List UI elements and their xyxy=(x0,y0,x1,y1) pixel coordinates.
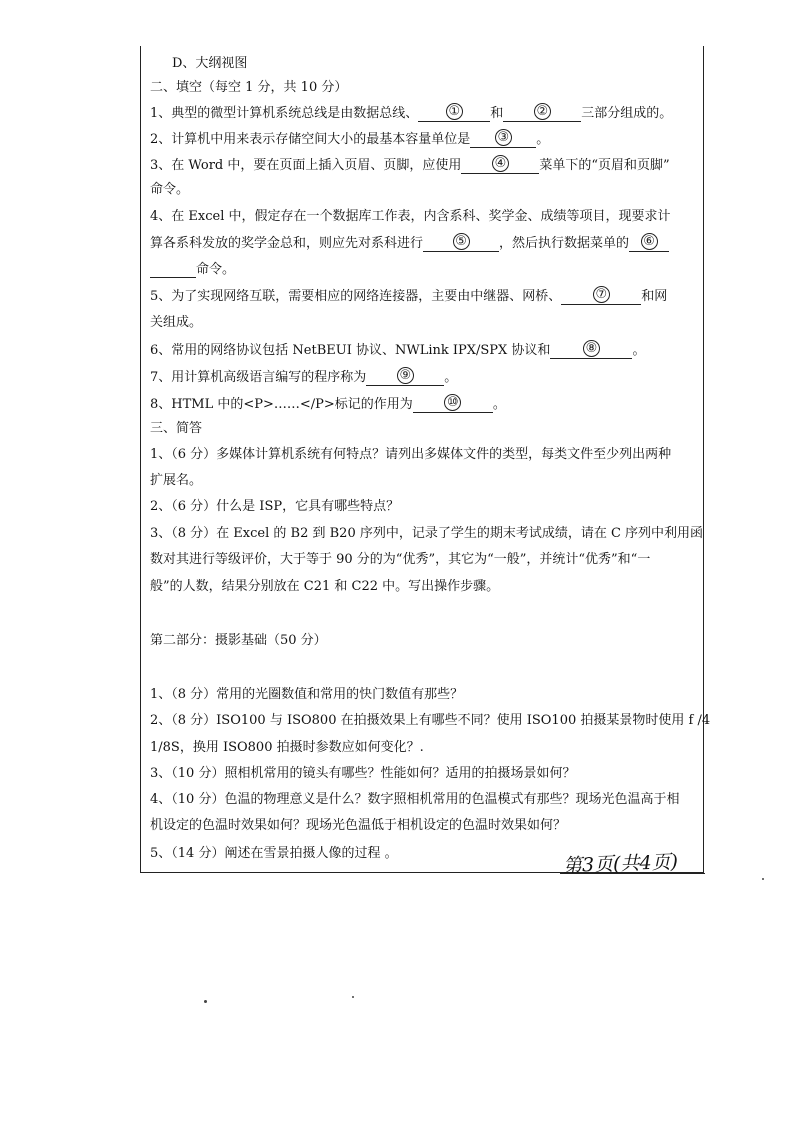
fill-q3-post: 菜单下的“页眉和页脚” xyxy=(539,158,670,173)
photo-q2-line2: 1/8S，换用 ISO800 拍摄时参数应如何变化？. xyxy=(150,740,424,755)
fill-q2-post: 。 xyxy=(536,132,550,147)
short-q3-line2: 数对其进行等级评价，大于等于 90 分的为“优秀”，其它为“一般”，并统计“优秀”和“一 xyxy=(150,552,651,567)
short-q1-line1: 1、（6 分）多媒体计算机系统有何特点？请列出多媒体文件的类型，每类文件至少列出两种 xyxy=(150,447,672,462)
fill-blank-5 xyxy=(423,235,499,252)
photo-q3: 3、（10 分）照相机常用的镜头有哪些？性能如何？适用的拍摄场景如何？ xyxy=(150,766,576,781)
scan-speck xyxy=(204,1000,207,1003)
fill-blank-8 xyxy=(550,342,632,359)
fill-q7-text: 7、用计算机高级语言编写的程序称为 xyxy=(150,370,367,385)
photo-q5: 5、（14 分）阐述在雪景拍摄人像的过程 。 xyxy=(150,846,398,861)
section3-heading: 三、简答 xyxy=(150,421,203,436)
answer-mark-3: ③ xyxy=(495,129,512,146)
answer-mark-2: ② xyxy=(534,103,551,120)
fill-blank-6-cont xyxy=(150,261,196,278)
fill-q1 xyxy=(150,105,695,122)
fill-blank-4 xyxy=(461,157,539,174)
answer-mark-6: ⑥ xyxy=(641,233,658,250)
fill-blank-1 xyxy=(418,105,490,122)
fill-q7-post: 。 xyxy=(444,370,458,385)
section2-heading: 二、填空（每空 1 分，共 10 分） xyxy=(150,80,348,95)
fill-q6-text: 6、常用的网络协议包括 NetBEUI 协议、NWLink IPX/SPX 协议和 xyxy=(150,343,551,358)
fill-blank-10 xyxy=(413,396,493,413)
fill-q3-text: 3、在 Word 中，要在页面上插入页眉、页脚，应使用 xyxy=(150,158,462,173)
fill-q1-post: 三部分组成的。 xyxy=(581,106,673,121)
part2-heading: 第二部分：摄影基础（50 分） xyxy=(150,633,327,648)
fill-q4-line3 xyxy=(150,261,695,278)
answer-mark-9: ⑨ xyxy=(397,367,414,384)
short-q1-line2: 扩展名。 xyxy=(150,473,203,488)
photo-q1: 1、（8 分）常用的光圈数值和常用的快门数值有那些？ xyxy=(150,687,464,702)
fill-q5-post: 和网 xyxy=(641,289,668,304)
answer-mark-10: ⑩ xyxy=(444,394,461,411)
fill-q8-post: 。 xyxy=(492,397,506,412)
fill-q4-line2 xyxy=(150,235,695,252)
scan-speck xyxy=(352,996,354,998)
fill-q3-line2: 命令。 xyxy=(150,182,190,197)
fill-q4-mid: ，然后执行数据菜单的 xyxy=(499,236,630,251)
fill-q5-line2: 关组成。 xyxy=(150,315,203,330)
fill-q1-text: 1、典型的微型计算机系统总线是由数据总线、 xyxy=(150,106,419,121)
fill-q6-post: 。 xyxy=(632,343,646,358)
fill-q2 xyxy=(150,131,695,148)
fill-q5 xyxy=(150,288,695,305)
fill-q3 xyxy=(150,157,695,174)
fill-blank-7 xyxy=(561,288,641,305)
fill-q4-post: 命令。 xyxy=(196,262,236,277)
fill-q8 xyxy=(150,396,695,413)
answer-mark-5: ⑤ xyxy=(453,233,470,250)
fill-q2-text: 2、计算机中用来表示存储空间大小的最基本容量单位是 xyxy=(150,132,471,147)
fill-blank-6 xyxy=(629,235,669,252)
fill-q4-text: 算各系科发放的奖学金总和，则应先对系科进行 xyxy=(150,236,424,251)
fill-q8-text: 8、HTML 中的<P>……</P>标记的作用为 xyxy=(150,397,413,412)
fill-blank-3 xyxy=(470,131,536,148)
fill-blank-9 xyxy=(366,369,444,386)
fill-q6 xyxy=(150,342,695,359)
scan-speck xyxy=(762,878,764,880)
short-q3-line1: 3、（8 分）在 Excel 的 B2 到 B20 序列中，记录了学生的期末考试成绩，请在 C 序列中利用函 xyxy=(150,526,704,541)
page-number-underline xyxy=(560,873,705,874)
photo-q2-line1: 2、（8 分）ISO100 与 ISO800 在拍摄效果上有哪些不同？使用 ISO100 拍摄某景物时使用 f /4 xyxy=(150,713,711,728)
fill-blank-2 xyxy=(503,105,581,122)
fill-q5-text: 5、为了实现网络互联，需要相应的网络连接器，主要由中继器、网桥、 xyxy=(150,289,562,304)
fill-q4-line1: 4、在 Excel 中，假定存在一个数据库工作表，内含系科、奖学金、成绩等项目，现要求计 xyxy=(150,209,671,224)
answer-mark-1: ① xyxy=(446,103,463,120)
page-number-handwritten: 第3页(共4页) xyxy=(562,850,679,878)
fill-q1-mid: 和 xyxy=(490,106,504,121)
short-q3-line3: 般”的人数，结果分别放在 C21 和 C22 中。写出操作步骤。 xyxy=(150,579,500,594)
answer-mark-4: ④ xyxy=(492,155,509,172)
photo-q4-line2: 机设定的色温时效果如何？现场光色温低于相机设定的色温时效果如何？ xyxy=(150,818,567,833)
answer-mark-7: ⑦ xyxy=(593,286,610,303)
answer-mark-8: ⑧ xyxy=(583,340,600,357)
fill-q7 xyxy=(150,369,695,386)
short-q2: 2、（6 分）什么是 ISP，它具有哪些特点？ xyxy=(150,499,400,514)
photo-q4-line1: 4、（10 分）色温的物理意义是什么？数字照相机常用的色温模式有那些？现场光色温高于相 xyxy=(150,792,680,807)
option-d: D、大纲视图 xyxy=(172,56,248,71)
